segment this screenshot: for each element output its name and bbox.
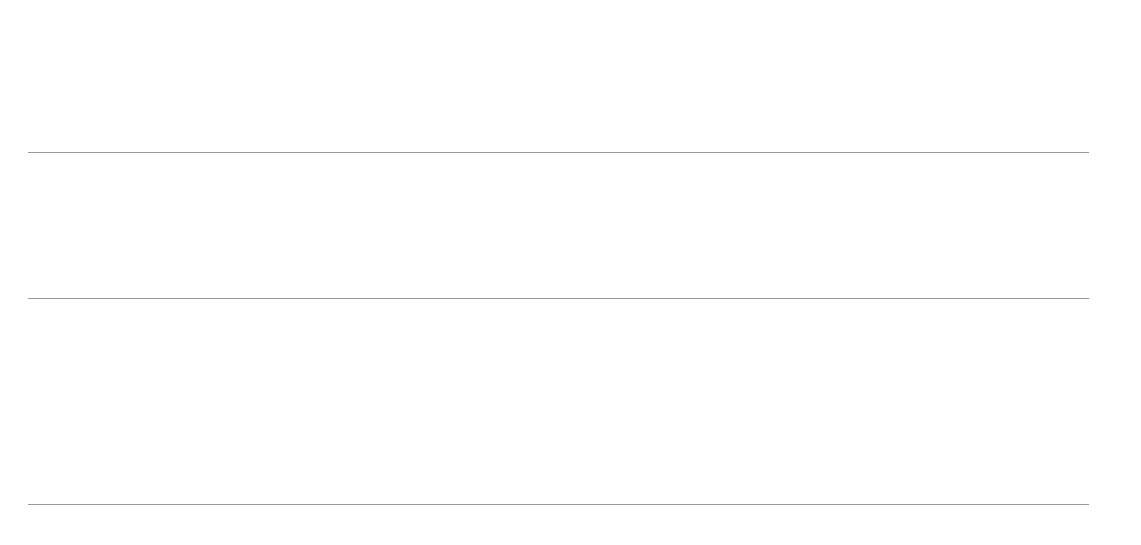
divider — [28, 152, 1089, 153]
divider — [28, 298, 1089, 299]
divider — [28, 504, 1089, 505]
